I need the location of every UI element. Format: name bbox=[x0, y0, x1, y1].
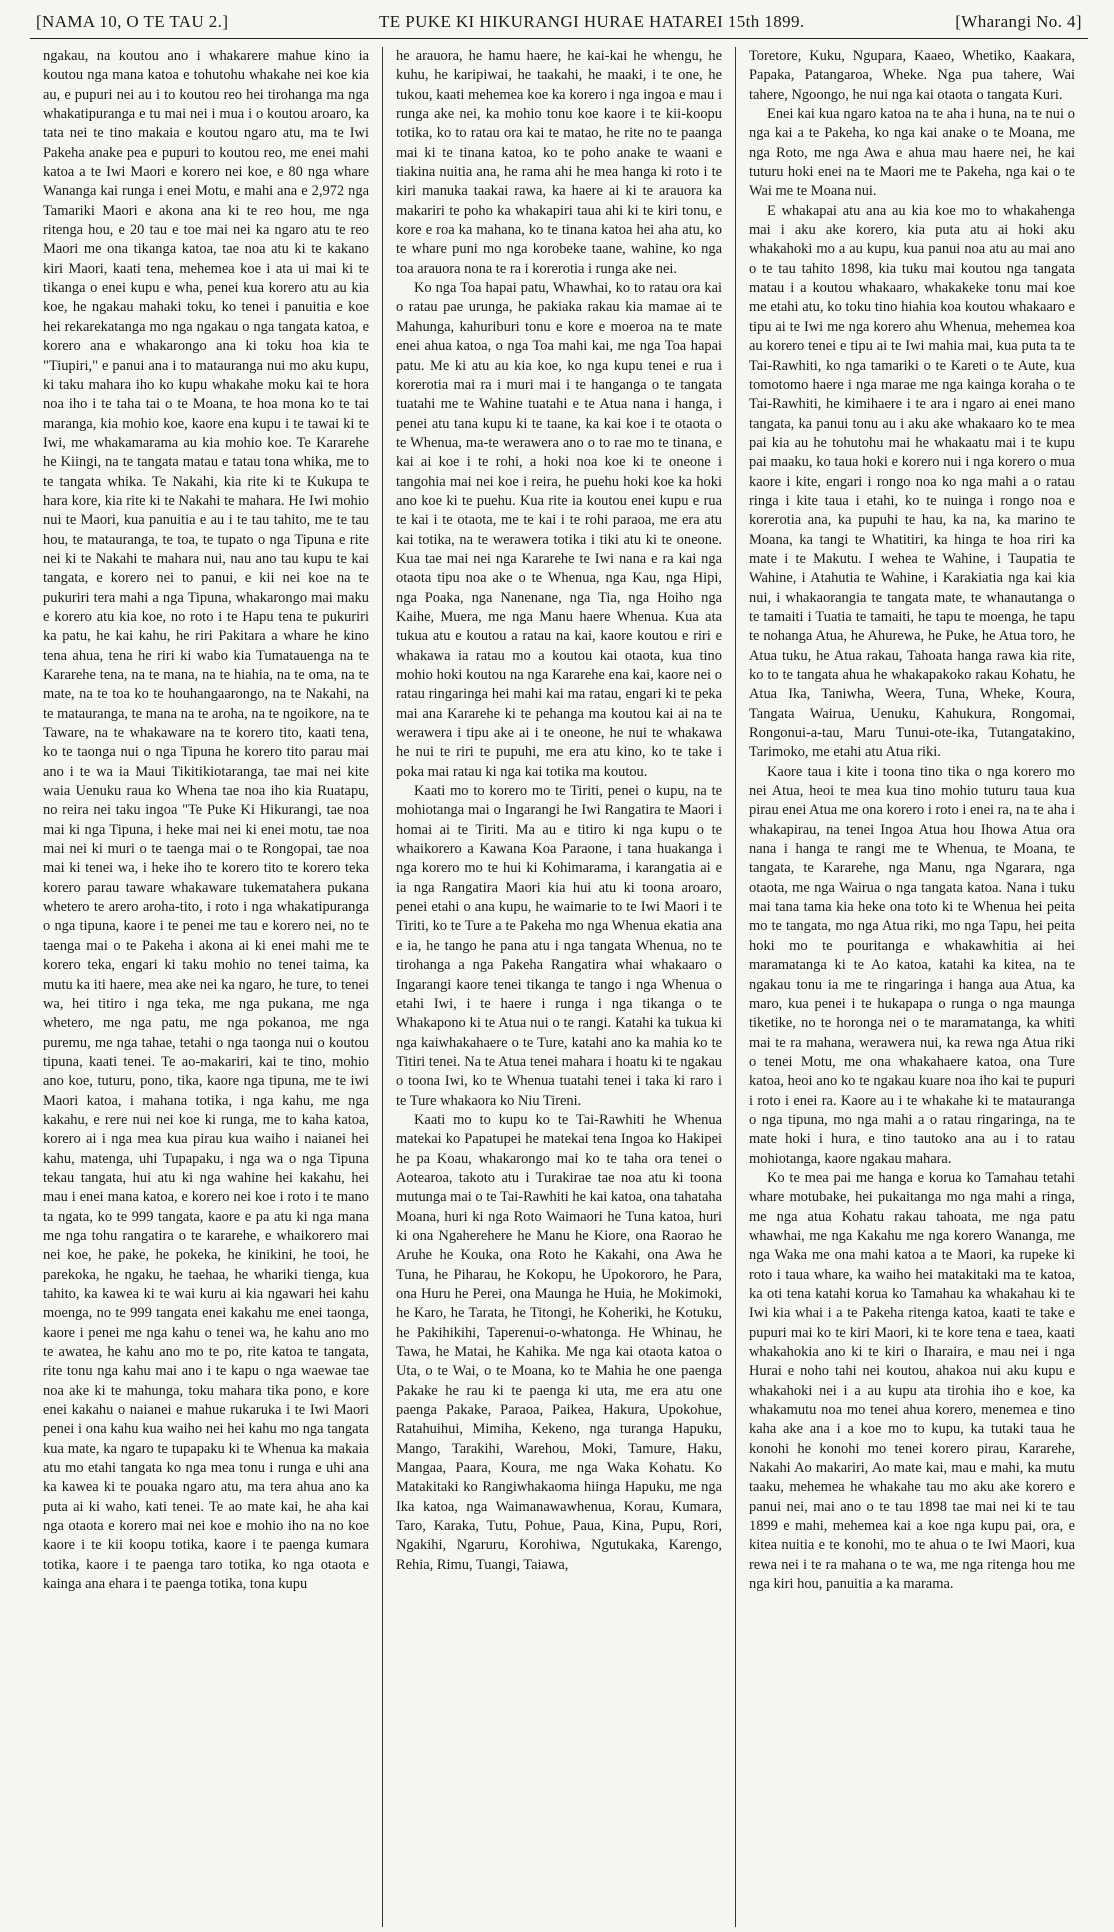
page-number: [Wharangi No. 4] bbox=[955, 12, 1082, 31]
page-header bbox=[30, 12, 1088, 39]
article-columns bbox=[30, 47, 1088, 1927]
newspaper-title: TE PUKE KI HIKURANGI HURAE HATAREI 15th 1899. bbox=[379, 12, 805, 31]
column-1 bbox=[30, 47, 382, 1927]
column-3 bbox=[735, 47, 1088, 1927]
paragraph: Toretore, Kuku, Ngupara, Kaaeo, Whetiko, Kaakara, Papaka, Patangaroa, Wheke. Nga pua tahere, Wai tahere, Ngoongo, he nui nga kai otaota o tangata Kuri. bbox=[749, 48, 1075, 103]
paragraph: Kaati mo to korero mo te Tiriti, penei o kupu, na te mohiotanga mai o Ingarangi he Iwi Rangatira te Maori i homai ai te Tiriti. Ma au e titiro ki nga kupu o te whaikorero a Kawana Koa Paraone, i tana huakanga i nga korero mo te hui ki Kohimarama, i karangatia ai e ia nga Rangatira Maori kia hui atu ki toona aroaro, penei etahi o ana kupu, he waimarie to te Iwi Maori i te Tiriti, ko te Ture a te Pakeha mo nga Whenua ekatia ana e ia, he tango he pana atu i nga tangata Whenua, no te tirohanga a nga Pakeha Rangatira whai whakaaro o Ingarangi kaore tenei tikanga te tango i nga Whenua o etahi Iwi, i te haere i runga i nga tikanga o te Whakapono ki te Atua nui o te rangi. Katahi ka tukua ki nga kaiwhakahaere o te Ture, katahi ano ka mahia ko te Titiri tenei. Na te Atua tenei mahara i hoatu ki te ngakau o toona Iwi, ko te Whenua tuatahi tenei i taka ki raro i te Ture whakaora ko Niu Tireni. bbox=[396, 783, 722, 1109]
paragraph: he arauora, he hamu haere, he kai-kai he whengu, he kuhu, he karipiwai, he taakahi, he maaki, i te one, he tukou, kaati mehemea koe ka korero i nga ingoa e mau i runga ake nei, ka mohio tonu koe kaore i te kii-koopu totika, ko to ratau ora kai te matao, he rite no te paanga mai ki te tinana katoa, ko te poho anake te waani e tiakina nuitia ana, he rama ahi he mea hanga ki roto i te kiri manuka taakai rawa, ka haere ai ki te arauora ka makariri te poho ka whakapiri taua ahi ki te kiri tonu, e kore e roa ka mahana, ko te tinana katoa hei aha atu, ko te whare puni mo nga korobeke taane, wahine, ko nga toa arauora nona te ra i korerotia i runga ake nei. bbox=[396, 48, 722, 277]
paragraph: Ko nga Toa hapai patu, Whawhai, ko to ratau ora kai o ratau pae urunga, he pakiaka rakau kia mamae ai te Mahunga, kahuriburi tonu e kore e moeroa na te mate enei ahua katoa, o nga Toa mahi kai, me nga Toa hapai patu. Me ki atu au kia koe, ko nga kupu tenei e rua i korerotia mai ra i muri mai i te hanganga o te tangata tuatahi me te Wahine tuatahi e te Atua nana i hanga, i penei atu tana kupu ki te taane, ka kai koe i te otaota o te Whenua, ma-te werawera ano o to rae mo te tinana, e kai ai koe i te rohi, a hoki noa koe ki te oneone i tangohia mai nei koe i reira, he puehu hoki koe ka hoki ano koe ki te puehu. Kua rite ia koutou enei kupu e rua te kai i te otaota, me te kai i te rohi paraoa, me era atu kai totika, na te werawera totika i tiki atu ki te oneone. Kua tae mai nei nga Kararehe te Iwi nana e ra kai nga otaota tipu noa ake o te Whenua, nga Kau, nga Hipi, nga Poaka, nga Nanenane, nga Tia, nga Hoiho nga Kaihe, Muera, me nga Manu haere Whenua. Kua ata tukua atu e koutou a ratau na kai, kaore koutou e riri e whakawa ia ratau mo a koutou kai otaota, kua tino mohio hoki koutou na nga Kararehe ena kai, kaore nei o ratau ringaringa hei mahi kai ma ratau, engari ki te peka mai ana Kararehe ki te pehanga ma koutou kai ai na te werawera i tipu ake ai i te oneone, he nui te whakawa he nui te riri te pupuhi, me era atu kino, ko te take i poka mai ratau ki nga kai totika ma koutou. bbox=[396, 280, 722, 780]
issue-number: [NAMA 10, O TE TAU 2.] bbox=[36, 12, 229, 31]
paragraph: Kaore taua i kite i toona tino tika o nga korero mo nei Atua, heoi te mea kua tino mohio tuturu taua kua pirau enei Atua me ona korero i roto i enei ra, na te aha i whakapirau, na tenei Ingoa Atua hou Ihowa Atua ora nana i hanga te rangi me te Whenua, te Moana, te tangata, te Kararehe, nga Manu, nga Ngarara, nga otaota, me nga Wairua o nga tangata katoa. Nana i tuku mai tana tama kia heke ona toto ki te Whenua hei peita mo te tangata, mo nga Atua riki, mo nga Tapu, hei peita hoki mo te pouritanga e whakawhitia ai hei maramatanga ki te Ao katoa, katahi ka kitea, na te ngakau tonu ia me te ringaringa i hanga aua Atua, ka maro, kua penei i te hukapapa o runga o nga maunga tiketike, no te horonga nei o te maramatanga, ka whiti mai te ra mahana, werawera nui, ka rewa nga Atua riki o tenei Motu, me ona whakahaere katoa, ona Ture katoa, heoi ano ko te ngakau kuare noa iho kai te pupuri i roto i enei ra. Kaore au i te whakahe ki te matauranga o nga tipuna, mo nga mahi a o ratau ringaringa, na te mate hoki i hura, e tino tautoko ana au i to ratau mohiotanga, kaore ngakau mahara. bbox=[749, 763, 1075, 1167]
paragraph: E whakapai atu ana au kia koe mo to whakahenga mai i aku ake korero, kia puta atu ai hoki aku whakahoki mo a au kupu, kua panui noa atu au mai ano o te tau tahito 1898, kia tuku mai koutou nga tangata matau i a koutou whakaaro, whakakeke tonu mai koe me etahi atu, ko toku tino hiahia koa koutou whakaaro e tipu ai te Iwi me nga korero ahu Whenua, mehemea koa au korero tenei e tipu ai te Iwi mahia mai, kua puta ta te Tai-Rawhiti, ko nga tamariki o te Kareti o te Aute, kua tomotomo haere i nga marae me nga kainga koraha o te Tai-Rawhiti, he kimihaere i te ara i ngaro ai enei mano tangata, ka panui tonu au i aku ake whakaaro ko te mea pai kia au he tohutohu mai he whakaatu mai i te kupu pai maaku, ko taua hoki e korero nui i nga korero o mua kaore i kite, engari i rongo noa ko nga mahi a o ratau ringa i kite taua i etahi, ko te nuinga i rongo noa e korerotia ana, ka pupuhi te hau, ka na, ka marino te Moana, ka tangi te Whatitiri, ka hinga te hoa riri ka mate i te Makutu. I wehea te Wahine, i Taupatia te Wahine, i Atahutia te Wahine, i Karakiatia nga kai kia nui, i whakaorangia te tangata mate, te whanautanga o te tamaiti i Tuatia te tamaiti, he tapu te moenga, he tapu te nohanga Atua, he Ahurewa, he Puke, he Atua toro, he Atua tuku, he Atua rakau, Tahoata hanga rawa kia rite, ko to te tangata ahua he whakapakoko rakau Kohatu, he Atua Ika, Taniwha, Weera, Tuna, Wheke, Koura, Tangata Wairua, Uenuku, Kahukura, Rongomai, Rongonui-a-tau, Maru Tunui-ote-ika, Tutangatakino, Tarimoko, me etahi atu Atua riki. bbox=[749, 202, 1075, 761]
column-2 bbox=[382, 47, 735, 1927]
paragraph: Kaati mo to kupu ko te Tai-Rawhiti he Whenua matekai ko Papatupei he matekai tena Ingoa ko Hakipei he pa Koau, whakarongo mai ko te taha ora tenei o Aotearoa, takoto atu i Turakirae tae noa atu ki toona mutunga mai o te Tai-Rawhiti he kai katoa, ona tahataha Moana, huri ki nga Roto Waimaori he Tuna katoa, huri ki ona Ngaherehere he Manu he Kiore, ona Raorao he Aruhe he Kouka, ona Roto he Kakahi, ona Awa he Tuna, he Piharau, he Kokopu, he Upokororo, he Para, ona Huru he Perei, ona Maunga he Huia, he Mokimoki, he Karo, he Tarata, he Titongi, he Koheriki, he Kotuku, he Pakihikihi, Taperenui-o-whatonga. He Whinau, he Tawa, he Matai, he Kahika. Me nga kai otaota katoa o Uta, o te Wai, o te Moana, ko te Mahia he one paenga Pakake he rau ki te paenga ki uta, me era atu one paenga Pakake, Paraoa, Paikea, Hakura, Upokohue, Ratahuihui, Mimiha, Kekeno, nga turanga Hapuku, Mango, Tarakihi, Warehou, Moki, Tamure, Haku, Mangaa, Paara, Koura, me nga Waka Kohatu. Ko Matakitaki ko Rangiwhakaoma hiinga Hapuku, me nga Ika katoa, nga Waimanawawhenua, Korau, Kumara, Taro, Karaka, Tutu, Pohue, Paua, Kina, Pupu, Rori, Ngakihi, Ngaruru, Korohiwa, Ngutukaka, Karengo, Rehia, Rimu, Tuangi, Taiawa, bbox=[396, 1111, 722, 1573]
paragraph: Ko te mea pai me hanga e korua ko Tamahau tetahi whare motubake, hei pukaitanga mo nga mahi a ringa, me nga atua Kohatu rakau tahoata, me nga patu whawhai, me nga Kakahu me nga korero Wananga, me nga Waka me ona mahi katoa a te Maori, ka rupeke ki roto i taua whare, ka waiho hei matakitaki ma te katoa, ka oti tena katahi korua ko Tamahau ka whakahau ki te Iwi kia whai i a te Pakeha ritenga katoa, kaati te take e pupuri mai ko te kiri Maori, ki te kore tena e taea, kaati whakahokia ano ki te kiri o Iharaira, e mau nei i nga Hurai e noho tahi nei koutou, ahakoa nui aku kupu e whakahoki nei i a au kupu ata tirohia iho e koe, ka whakamutu noa mo tenei ahua korero, menemea e tino kaha ake ana i a koe mo to kupu, ka tutaki taua he konohi he konohi mo tenei korero pirau, Kararehe, Nakahi Ao makariri, Ao mate kai, mau e mahi, ka mutu taaku, mehemea he whakahe tau mo aku ake korero e panui nei, mai ano o te tau 1898 tae mai nei ki te tau 1899 e mahi, mehemea kai a koe nga kupu pai, ora, e kitea nuitia e te konohi, mo te ahua o te Iwi Maori, kua rewa nei i te ra mahana o te wa, me nga ritenga hou me nga kiri hou, panuitia a ka marama. bbox=[749, 1169, 1075, 1593]
paragraph: ngakau, na koutou ano i whakarere mahue kino ia koutou nga mana katoa e tohutohu whakahe nei koe kia au, e pupuri nei au i to koutou reo hei tirohanga ma nga whakatipuranga e tu mai nei i mua i o koutou aroaro, ka tata nei te tino makaia e koutou ngaro atu, ma te Iwi Pakeha anake pea e pupuri to koutou reo, me enei mahi katoa a te Iwi Maori e korero nei koe, e 80 nga whare Wananga kai runga i enei Motu, e mahi ana e 2,972 nga Tamariki Maori e akona ana ki te reo hou, me nga ritenga hou, e 20 tau e toe mai nei ka ngaro atu te reo Maori me ona tikanga katoa, tae noa atu ki te kakano kiri Maori, kaati tena, mehemea koe i ata ui mai ki te tikanga o enei kupu e wha, penei kua korero atu au kia koe, he ngakau mahaki toku, ko tenei i panuitia e koe hei rekarekatanga mo nga ngakau o nga tangata katoa, e korero ana e whakarongo ana ki toku hoa kia te "Tiupiri," e panui ana i to matauranga nui mo aku kupu, ki taku mahara iho ko kupu whakahe moku kai te hora noa iho i te taha tai o te Moana, te hoa mona ko te tai maranga, kia mohio koe, kaore ena kupu i te tawai ki te Iwi, me whakamarama au kia mohio koe. Te Kararehe he Kiingi, na te tangata matau e tatau tona whika, me to te tangata whika. Te Nakahi, kia rite ki te Kukupa te hara kore, kia rite ki te Nakahi te mahara. He Iwi mohio nui te Maori, kua panuitia e au i te tau tahito, me te tau hou, te matauranga, te toa, te tupato o nga Tipuna e rite nei ki te Nakahi te mahara nui, nau ano tau kupu te kai tangata, e korero nei to panui, e kii nei koe na te pukuriri tera mahi a nga Tipuna, whakarongo mai maku e korero atu kia koe, no roto i te Hapu tena te pukuriri ka patu, he kai kahu, he riri Pakitara a whare he kino tena ahua, tena he riri ki wabo kia Tumatauenga na te Kararehe tena, na te mana, na te hiahia, na te oma, na te mate, na te toa ko te houhangaarongo, na te Nakahi, na te matauranga, te mana na te aroha, na te ngoikore, na te Taware, na te whakaware na te korero tito, kaati tena, ko te taonga nui o nga Tipuna he korero tito parau mai ano i te wa ia Maui Tikitikiotaranga, tae mai nei kite waia Uenuku raua ko Whena tae noa iho kia Ruatapu, no reira nei taku ingoa "Te Puke Ki Hikurangi, tae noa mai ki nga Tipuna, i heke mai nei ki enei motu, tae noa mai nei ki muri o te taenga mai o te Rongopai, tae noa mai ki tenei wa, i heke iho te korero tito te korero teka korero parau taware whakaware tukematahera pukana whetero te arero aroha-tito, i roto i nga whakatipuranga o nga tipuna, kaore i te penei me tau e korero nei, no te taenga mai o te Pakeha i akona ai ki enei mahi me te korero teka, engari ki taku mohio no tenei taima, ka mutu ka iti haere, mea ake nei ka ngaro, he ture, to tenei wa, hei titiro i nga teka, me nga pukana, me nga whetero, me nga patu, me nga pokanoa, me nga puremu, me nga tahae, tetahi o nga taonga nui o koutou tipuna, kaati tenei. Te ao-makariri, kai te tino, mohio ano koe, tuturu, pono, tika, kaore nga tipuna, me te iwi Maori katoa, i mahana totika, i nga kahu, me nga kakahu, e rere nui nei koe ki runga, me to kaha katoa, korero ai i nga mea kua pirau kua waiho i naianei hei kahu, matenga, uhi Tupapaku, i nga wa o nga Tipuna tekau tangata, hui atu ki nga wahine hei kakahu, hei mau i enei mana katoa, e korero nei koe i roto i te mano ta ngata, ko te 999 tangata, kaore e pa atu ki nga mana me nga tohu rangatira o te kararehe, e whaikorero mai nei koe, he pake, he pokeka, he kinikini, he tooi, he parekoka, he ngaku, he taehaa, he whariki tienga, kua tahito, ka kawea ki te wai kuru ai kia ngawari hei kahu moenga, no te 999 tangata enei kakahu me enei taonga, kaore i penei me nga kahu o tenei wa, he kahu ano mo te awatea, he kahu ano mo te po, rite katoa te tangata, rite tonu nga kahu mai ano i te kapu o nga waewae tae noa ake ki te mahunga, toku mahara tika pono, e kore enei kakahu o naianei e mahue rukaruka i te Iwi Maori penei i ona kahu kua waiho nei hei kahu mo nga tangata kua mate, ka ngaro te tupapaku ki te Whenua ka makaia atu mo etahi tangata ko nga mea tonu i runga e uhi ana ka kawea ki te pouaka ngaro atu, ma tera ahua ano ka puta ai ki waho, kati tenei. Te ao mate kai, he aha kai nga otaota e korero mai nei koe e mohio iho na no koe kaore i te kii koopu totika, kaore i te paenga kumara totika, kaore i te paenga taro totika, ko nga otaota e kainga ana ehara i te paenga totika, tona kupu bbox=[43, 48, 369, 1593]
paragraph: Enei kai kua ngaro katoa na te aha i huna, na te nui o nga kai a te Pakeha, ko nga kai anake o te Moana, me nga Roto, me nga Awa e ahua mau haere nei, he kai tuturu hoki enei na te Maori me te Pakeha, nga kai o te Wai me te Moana nui. bbox=[749, 106, 1075, 200]
